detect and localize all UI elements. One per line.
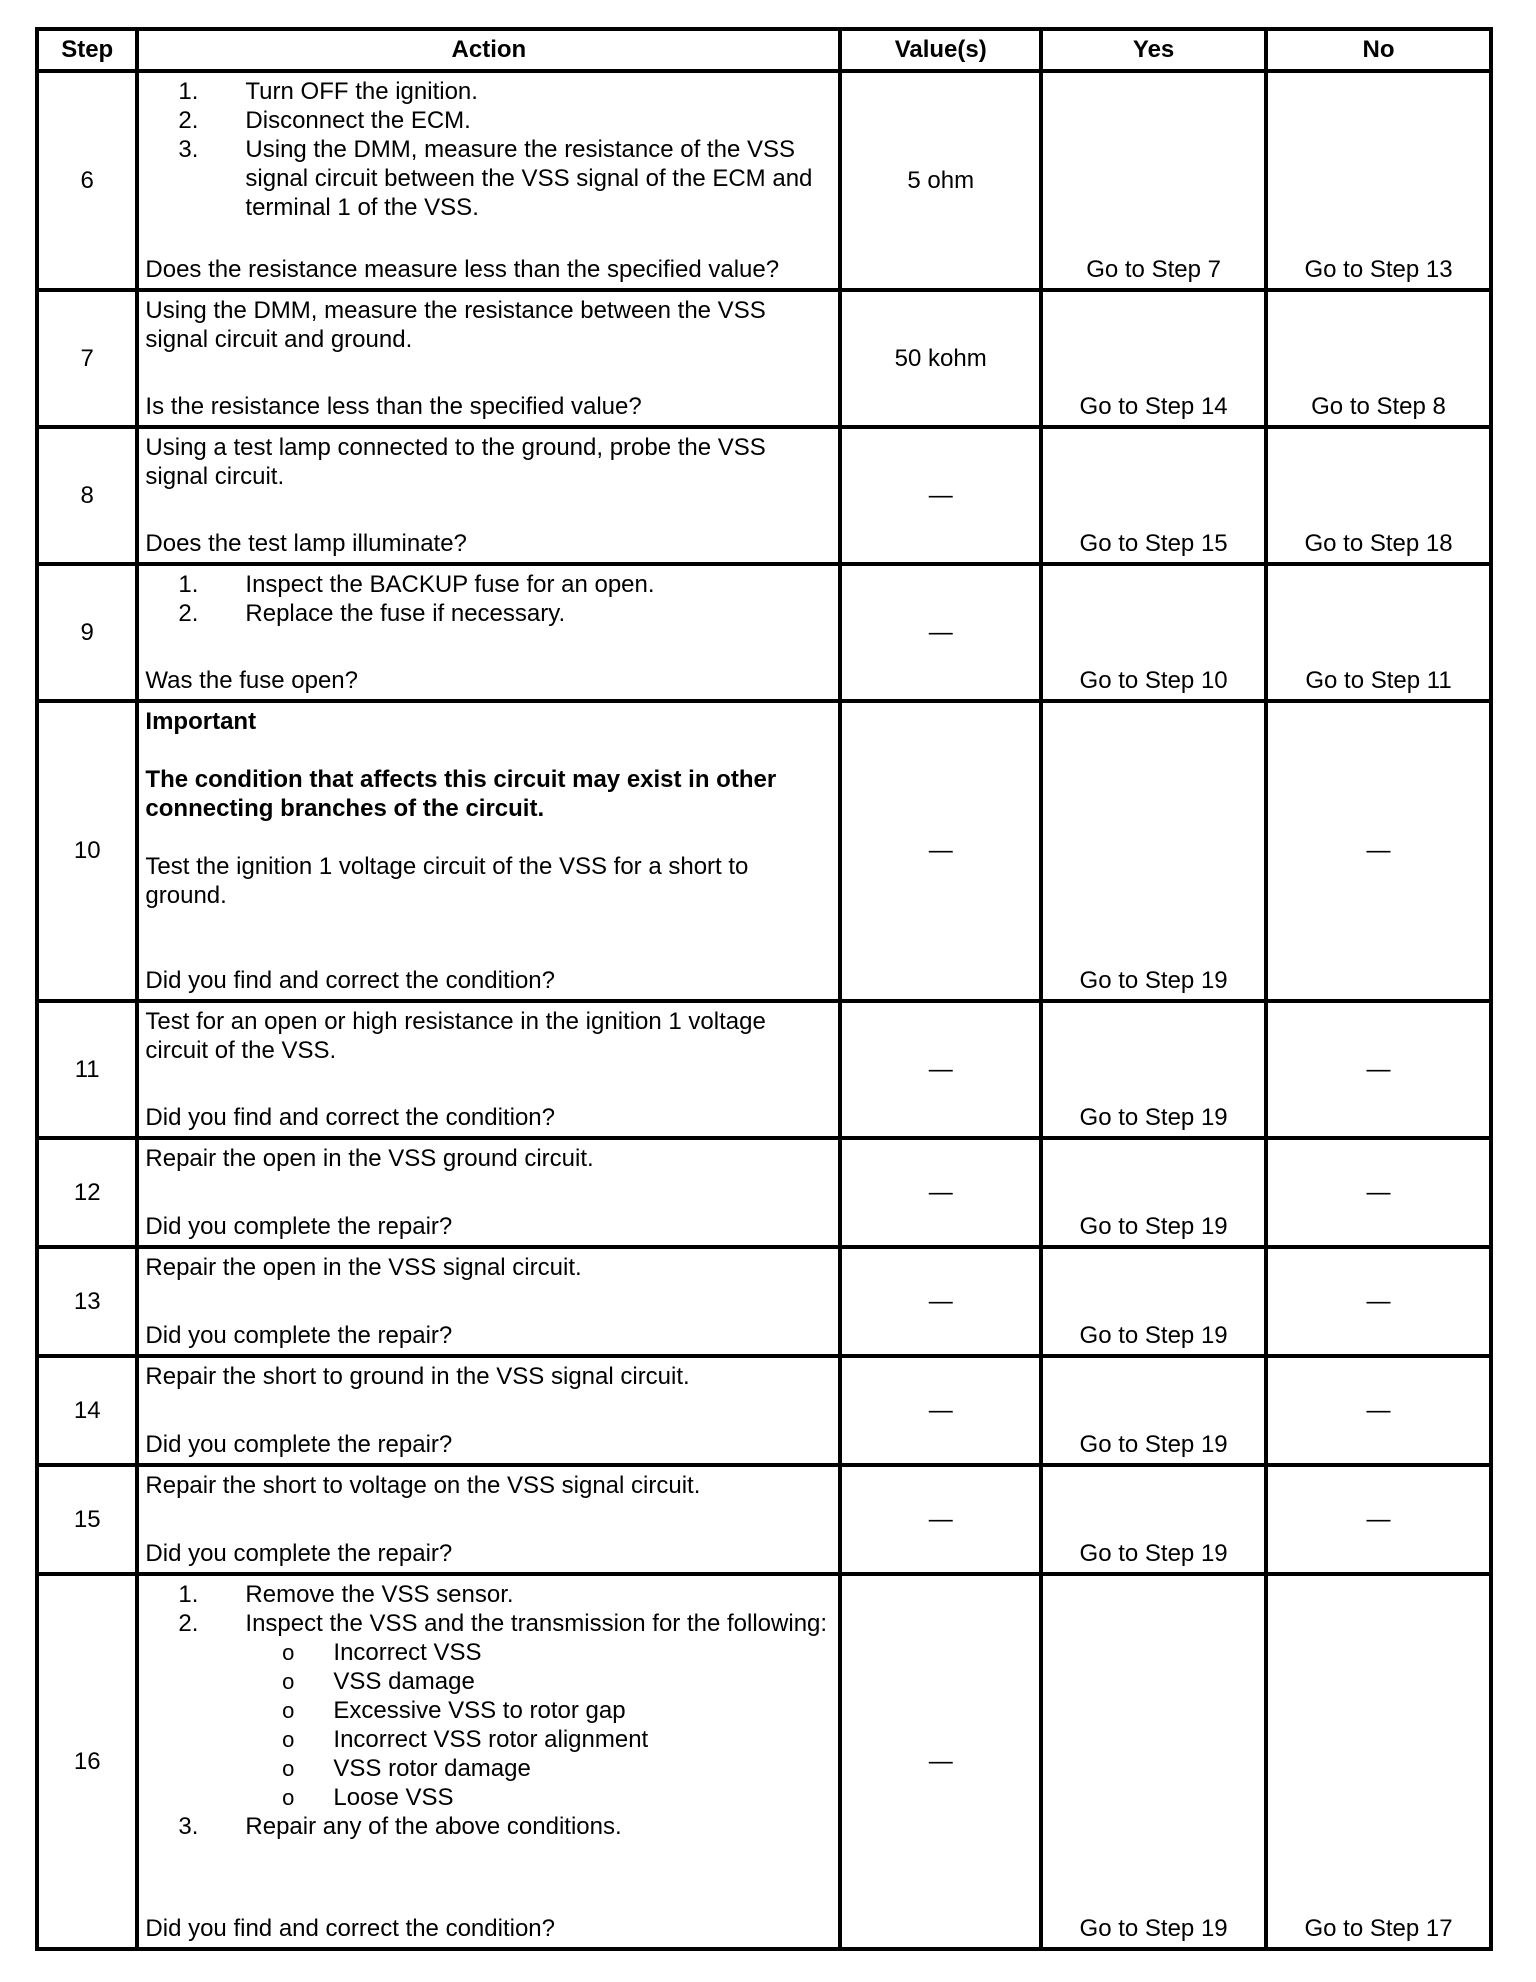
value-cell: — — [840, 1356, 1041, 1465]
sub-list-item — [145, 1783, 648, 1812]
value-cell: — — [840, 427, 1041, 564]
action-cell — [137, 701, 840, 1001]
yes-next-step: Go to Step 19 — [1079, 1213, 1228, 1240]
value-cell: — — [840, 1138, 1041, 1247]
spacer — [145, 823, 832, 852]
bullet-icon: o — [282, 1756, 295, 1781]
yes-next-step: Go to Step 7 — [1086, 256, 1221, 283]
no-cell — [1266, 1465, 1491, 1574]
action-question: Is the resistance less than the specified value? — [145, 393, 642, 420]
list-item — [145, 599, 832, 628]
action-question: Does the resistance measure less than the specified value? — [145, 256, 780, 283]
action-cell — [137, 1356, 840, 1465]
action-instructions — [145, 1467, 832, 1500]
list-item-number: 1. — [178, 571, 199, 598]
table-header-row — [37, 29, 1491, 71]
table-row — [37, 564, 1491, 701]
action-text: Test for an open or high resistance in the ignition 1 voltage circuit of the VSS. — [145, 1008, 766, 1064]
yes-next-step: Go to Step 19 — [1079, 1431, 1228, 1458]
yes-cell — [1041, 71, 1266, 290]
table-row — [37, 701, 1491, 1001]
yes-next-step: Go to Step 19 — [1079, 1104, 1228, 1131]
step-number: 8 — [37, 427, 137, 564]
yes-next-step: Go to Step 19 — [1079, 1915, 1228, 1942]
sub-list-item — [145, 1638, 648, 1667]
value-cell: — — [840, 564, 1041, 701]
table-row — [37, 427, 1491, 564]
action-content — [145, 292, 832, 425]
action-text: Repair the short to ground in the VSS signal circuit. — [145, 1363, 690, 1390]
yes-next-step: Go to Step 10 — [1079, 667, 1228, 694]
list-item — [145, 570, 832, 599]
action-text: Using a test lamp connected to the ground, probe the VSS signal circuit. — [145, 434, 766, 490]
sub-list-item — [145, 1696, 648, 1725]
action-text: Using the DMM, measure the resistance between the VSS signal circuit and ground. — [145, 297, 766, 353]
list-item-text — [198, 570, 832, 599]
diagnostic-table — [35, 27, 1493, 1951]
header-action: Action — [137, 29, 840, 71]
step-number: 7 — [37, 290, 137, 427]
bullet-icon: o — [282, 1669, 295, 1694]
list-item — [145, 77, 832, 106]
yes-cell — [1041, 1001, 1266, 1138]
action-text: Repair the short to voltage on the VSS signal circuit. — [145, 1472, 701, 1499]
list-item — [145, 1609, 832, 1638]
value-cell: 5 ohm — [840, 71, 1041, 290]
no-next-step: Go to Step 11 — [1305, 667, 1452, 694]
sub-list-item-text: Loose VSS — [333, 1784, 454, 1811]
list-item-label: Inspect the VSS and the transmission for the following: — [245, 1610, 828, 1637]
list-item-number: 2. — [178, 1610, 199, 1637]
list-item-label: Turn OFF the ignition. — [245, 78, 478, 105]
bullet-icon: o — [282, 1727, 295, 1752]
no-next-step: Go to Step 8 — [1311, 393, 1446, 420]
value-cell: 50 kohm — [840, 290, 1041, 427]
action-content — [145, 1576, 832, 1947]
action-cell — [137, 1001, 840, 1138]
instruction-list — [145, 570, 832, 628]
action-question: Did you find and correct the condition? — [145, 967, 555, 994]
action-question: Did you complete the repair? — [145, 1431, 453, 1458]
action-instructions — [145, 703, 832, 910]
instruction-list — [145, 1580, 832, 1841]
action-cell — [137, 290, 840, 427]
list-item — [145, 1580, 832, 1609]
step-number: 10 — [37, 701, 137, 1001]
action-text: Test the ignition 1 voltage circuit of the VSS for a short to ground. — [145, 853, 749, 909]
action-question: Did you find and correct the condition? — [145, 1915, 555, 1942]
action-text: Repair the open in the VSS ground circuit. — [145, 1145, 594, 1172]
list-item — [145, 135, 832, 222]
action-instructions — [145, 292, 832, 354]
no-cell — [1266, 1574, 1491, 1949]
action-content — [145, 1003, 832, 1136]
sub-list-item-text: Incorrect VSS — [333, 1639, 482, 1666]
bullet-icon: o — [282, 1698, 295, 1723]
step-number: 13 — [37, 1247, 137, 1356]
list-item — [145, 1812, 832, 1841]
no-next-step: Go to Step 13 — [1304, 256, 1453, 283]
spacer — [145, 736, 832, 765]
step-number: 15 — [37, 1465, 137, 1574]
action-instructions — [145, 1249, 832, 1282]
header-yes: Yes — [1041, 29, 1266, 71]
important-text: The condition that affects this circuit may exist in other connecting branches of the circuit. — [145, 766, 777, 822]
value-cell: — — [840, 1001, 1041, 1138]
yes-cell — [1041, 1138, 1266, 1247]
no-cell — [1266, 1001, 1491, 1138]
sub-list-item-text: VSS rotor damage — [333, 1755, 531, 1782]
action-instructions — [145, 73, 832, 222]
action-content — [145, 1140, 832, 1245]
list-item-number: 1. — [178, 78, 199, 105]
action-question: Did you complete the repair? — [145, 1213, 453, 1240]
action-question: Did you find and correct the condition? — [145, 1104, 555, 1131]
no-next-step: Go to Step 17 — [1304, 1915, 1453, 1942]
action-cell — [137, 427, 840, 564]
list-item-number: 2. — [178, 600, 199, 627]
step-number: 12 — [37, 1138, 137, 1247]
step-number: 6 — [37, 71, 137, 290]
list-item-number: 3. — [178, 1813, 199, 1840]
action-content — [145, 566, 832, 699]
list-item — [145, 106, 832, 135]
list-item-number: 3. — [178, 136, 199, 163]
action-content — [145, 703, 832, 999]
action-question: Does the test lamp illuminate? — [145, 530, 467, 557]
no-next-step: — — [1366, 1396, 1391, 1424]
list-item-text — [198, 135, 832, 222]
list-item-label: Inspect the BACKUP fuse for an open. — [245, 571, 655, 598]
action-cell — [137, 1138, 840, 1247]
bullet-icon: o — [282, 1785, 295, 1810]
action-content — [145, 73, 832, 288]
action-text: Repair the open in the VSS signal circuit. — [145, 1254, 582, 1281]
action-cell — [137, 564, 840, 701]
no-cell — [1266, 1138, 1491, 1247]
no-cell — [1266, 71, 1491, 290]
instruction-list — [145, 77, 832, 222]
list-item-number: 2. — [178, 107, 199, 134]
no-next-step: — — [1366, 1178, 1391, 1206]
yes-next-step: Go to Step 19 — [1079, 1540, 1228, 1567]
table-row — [37, 1356, 1491, 1465]
value-cell: — — [840, 701, 1041, 1001]
bullet-icon: o — [282, 1640, 295, 1665]
list-item-label: Disconnect the ECM. — [245, 107, 471, 134]
action-content — [145, 1467, 832, 1572]
no-cell — [1266, 701, 1491, 1001]
table-row — [37, 1574, 1491, 1949]
sub-list-item-text: VSS damage — [333, 1668, 475, 1695]
action-cell — [137, 1247, 840, 1356]
no-cell — [1266, 290, 1491, 427]
action-question: Did you complete the repair? — [145, 1322, 453, 1349]
yes-cell — [1041, 427, 1266, 564]
list-item-text — [198, 106, 832, 135]
list-item-text — [198, 1580, 832, 1609]
action-content — [145, 429, 832, 562]
action-content — [145, 1358, 832, 1463]
no-next-step: — — [1366, 1287, 1391, 1315]
important-label: Important — [145, 708, 257, 735]
sub-list-item — [145, 1725, 648, 1754]
action-instructions — [145, 1576, 832, 1841]
action-instructions — [145, 566, 832, 628]
step-number: 16 — [37, 1574, 137, 1949]
sub-list-container — [145, 1638, 832, 1812]
yes-next-step: Go to Step 19 — [1079, 967, 1228, 994]
sub-list — [145, 1638, 648, 1812]
no-cell — [1266, 1247, 1491, 1356]
yes-cell — [1041, 290, 1266, 427]
sub-list-item-text: Incorrect VSS rotor alignment — [333, 1726, 649, 1753]
yes-cell — [1041, 701, 1266, 1001]
list-item-text — [198, 599, 832, 628]
action-instructions — [145, 429, 832, 491]
yes-cell — [1041, 1465, 1266, 1574]
action-instructions — [145, 1358, 832, 1391]
no-next-step: Go to Step 18 — [1304, 530, 1453, 557]
step-number: 11 — [37, 1001, 137, 1138]
yes-cell — [1041, 564, 1266, 701]
sub-list-item — [145, 1754, 648, 1783]
action-question: Did you complete the repair? — [145, 1540, 453, 1567]
header-no: No — [1266, 29, 1491, 71]
action-question: Was the fuse open? — [145, 667, 358, 694]
value-cell: — — [840, 1247, 1041, 1356]
table-body — [37, 71, 1491, 1949]
list-item-label: Replace the fuse if necessary. — [245, 600, 566, 627]
list-item-label: Repair any of the above conditions. — [245, 1813, 622, 1840]
step-number: 9 — [37, 564, 137, 701]
value-cell: — — [840, 1574, 1041, 1949]
no-next-step: — — [1366, 1505, 1391, 1533]
action-content — [145, 1249, 832, 1354]
step-number: 14 — [37, 1356, 137, 1465]
list-item-text — [198, 77, 832, 106]
yes-cell — [1041, 1247, 1266, 1356]
no-cell — [1266, 1356, 1491, 1465]
yes-cell — [1041, 1356, 1266, 1465]
no-cell — [1266, 427, 1491, 564]
sub-list-item-text: Excessive VSS to rotor gap — [333, 1697, 626, 1724]
action-instructions — [145, 1003, 832, 1065]
yes-next-step: Go to Step 14 — [1079, 393, 1228, 420]
list-item-number: 1. — [178, 1581, 199, 1608]
action-instructions — [145, 1140, 832, 1173]
yes-next-step: Go to Step 15 — [1079, 530, 1228, 557]
list-item-text — [198, 1812, 832, 1841]
value-cell: — — [840, 1465, 1041, 1574]
no-next-step: — — [1366, 837, 1391, 864]
table-row — [37, 71, 1491, 290]
table-row — [37, 1138, 1491, 1247]
table-row — [37, 1001, 1491, 1138]
list-item-label: Using the DMM, measure the resistance of the VSS signal circuit between the VSS signal of the ECM and terminal 1 of the VSS. — [245, 136, 813, 221]
table-row — [37, 1465, 1491, 1574]
sub-list-item — [145, 1667, 648, 1696]
list-item-label: Remove the VSS sensor. — [245, 1581, 514, 1608]
yes-next-step: Go to Step 19 — [1079, 1322, 1228, 1349]
list-item-text — [198, 1609, 832, 1638]
no-next-step: — — [1366, 1055, 1391, 1083]
action-cell — [137, 71, 840, 290]
yes-cell — [1041, 1574, 1266, 1949]
action-cell — [137, 1465, 840, 1574]
action-cell — [137, 1574, 840, 1949]
header-step: Step — [37, 29, 137, 71]
no-cell — [1266, 564, 1491, 701]
header-values: Value(s) — [840, 29, 1041, 71]
table-row — [37, 1247, 1491, 1356]
table-row — [37, 290, 1491, 427]
